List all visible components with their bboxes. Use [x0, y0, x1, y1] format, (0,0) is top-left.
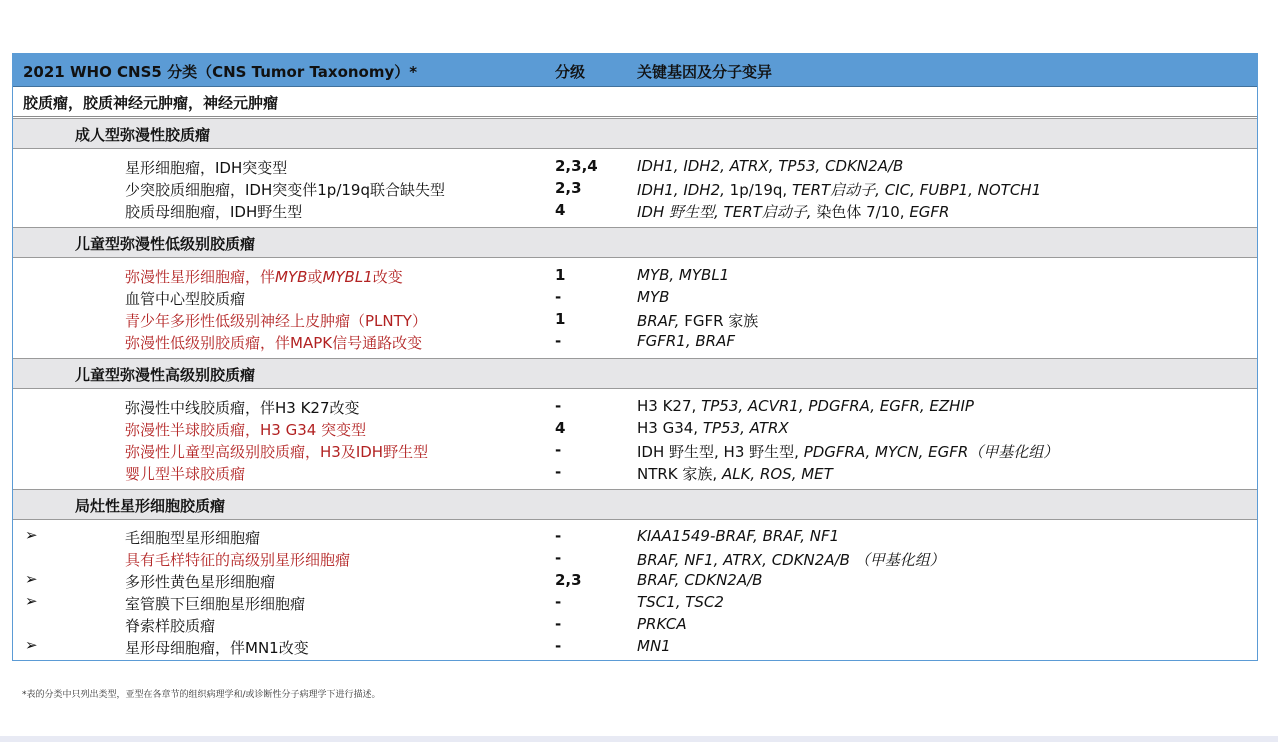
header-genes: 关键基因及分子变异: [637, 63, 773, 81]
grade: -: [555, 397, 562, 415]
tumor-name: 毛细胞型星形细胞瘤: [125, 529, 261, 547]
genes: MN1: [637, 637, 671, 655]
table-row: [13, 155, 1257, 177]
tumor-name: 弥漫性半球胶质瘤，H3 G34 突变型: [125, 421, 367, 439]
genes: TSC1, TSC2: [637, 593, 724, 611]
section-focal-title: 局灶性星形细胞胶质瘤: [75, 497, 226, 515]
tumor-name: 婴儿型半球胶质瘤: [125, 465, 246, 483]
tumor-name: 弥漫性星形细胞瘤，伴MYB或MYBL1改变: [125, 268, 403, 286]
table-row: [13, 439, 1257, 461]
table-row: [13, 613, 1257, 635]
section-peds-low-header: [13, 227, 1257, 258]
who-cns5-table: [12, 53, 1258, 661]
header-grade: 分级: [555, 63, 586, 81]
tumor-name: 星形细胞瘤，IDH突变型: [125, 159, 288, 177]
grade: -: [555, 463, 562, 481]
table-header: [13, 54, 1257, 87]
table-row: [13, 591, 1257, 613]
grade: -: [555, 615, 562, 633]
genes: MYB, MYBL1: [637, 266, 730, 284]
tumor-name: 胶质母细胞瘤，IDH野生型: [125, 203, 303, 221]
table-row: [13, 525, 1257, 547]
genes: IDH 野生型, H3 野生型, PDGFRA, MYCN, EGFR（甲基化组）: [637, 443, 1059, 461]
section-adult-header: [13, 118, 1257, 149]
genes: BRAF, NF1, ATRX, CDKN2A/B （甲基化组）: [637, 551, 945, 569]
grade: -: [555, 288, 562, 306]
tumor-name: 青少年多形性低级别神经上皮肿瘤（PLNTY）: [125, 312, 427, 330]
grade: 2,3: [555, 571, 582, 589]
table-row: [13, 330, 1257, 352]
genes: H3 G34, TP53, ATRX: [637, 419, 789, 437]
table-row: [13, 461, 1257, 483]
tumor-name: 少突胶质细胞瘤，IDH突变伴1p/19q联合缺失型: [125, 181, 445, 199]
grade: -: [555, 593, 562, 611]
table-row: [13, 417, 1257, 439]
genes: BRAF, CDKN2A/B: [637, 571, 763, 589]
table-row: [13, 635, 1257, 657]
table-row: [13, 308, 1257, 330]
section-peds-low-title: 儿童型弥漫性低级别胶质瘤: [75, 235, 256, 253]
genes: IDH 野生型, TERT启动子, 染色体 7/10, EGFR: [637, 203, 950, 221]
bottom-band: [0, 736, 1278, 742]
grade: 4: [555, 419, 566, 437]
genes: H3 K27, TP53, ACVR1, PDGFRA, EGFR, EZHIP: [637, 397, 974, 415]
top-category-row: [13, 87, 1257, 117]
grade: -: [555, 441, 562, 459]
tumor-name: 多形性黄色星形细胞瘤: [125, 573, 276, 591]
genes: NTRK 家族, ALK, ROS, MET: [637, 465, 833, 483]
section-peds-high-title: 儿童型弥漫性高级别胶质瘤: [75, 366, 256, 384]
genes: IDH1, IDH2, 1p/19q, TERT启动子, CIC, FUBP1, NOTCH1: [637, 181, 1042, 199]
grade: 4: [555, 201, 566, 219]
genes: IDH1, IDH2, ATRX, TP53, CDKN2A/B: [637, 157, 904, 175]
grade: 1: [555, 310, 566, 328]
tumor-name: 弥漫性中线胶质瘤，伴H3 K27改变: [125, 399, 360, 417]
genes: MYB: [637, 288, 670, 306]
grade: -: [555, 637, 562, 655]
table-row: [13, 177, 1257, 199]
section-peds-high-header: [13, 358, 1257, 389]
tumor-name: 具有毛样特征的高级别星形细胞瘤: [125, 551, 351, 569]
table-row: [13, 569, 1257, 591]
tumor-name: 室管膜下巨细胞星形细胞瘤: [125, 595, 306, 613]
table-row: [13, 547, 1257, 569]
header-taxonomy: 2021 WHO CNS5 分类（CNS Tumor Taxonomy）*: [23, 63, 418, 81]
arrow-bullet-icon: ➢: [25, 592, 38, 610]
arrow-bullet-icon: ➢: [25, 570, 38, 588]
top-category-label: 胶质瘤，胶质神经元肿瘤，神经元肿瘤: [23, 94, 279, 112]
grade: -: [555, 527, 562, 545]
arrow-bullet-icon: ➢: [25, 636, 38, 654]
tumor-name: 脊索样胶质瘤: [125, 617, 216, 635]
tumor-name: 血管中心型胶质瘤: [125, 290, 246, 308]
table-row: [13, 264, 1257, 286]
genes: BRAF, FGFR 家族: [637, 312, 759, 330]
genes: PRKCA: [637, 615, 687, 633]
tumor-name: 弥漫性低级别胶质瘤，伴MAPK信号通路改变: [125, 334, 423, 352]
grade: -: [555, 332, 562, 350]
section-focal-header: [13, 489, 1257, 520]
grade: 2,3,4: [555, 157, 598, 175]
genes: KIAA1549-BRAF, BRAF, NF1: [637, 527, 840, 545]
arrow-bullet-icon: ➢: [25, 526, 38, 544]
grade: -: [555, 549, 562, 567]
grade: 1: [555, 266, 566, 284]
section-adult-title: 成人型弥漫性胶质瘤: [75, 126, 211, 144]
footnote: *表的分类中只列出类型，亚型在各章节的组织病理学和/或诊断性分子病理学下进行描述。: [22, 690, 381, 700]
table-row: [13, 395, 1257, 417]
genes: FGFR1, BRAF: [637, 332, 735, 350]
table-row: [13, 286, 1257, 308]
table-row: [13, 199, 1257, 221]
grade: 2,3: [555, 179, 582, 197]
tumor-name: 星形母细胞瘤，伴MN1改变: [125, 639, 309, 657]
tumor-name: 弥漫性儿童型高级别胶质瘤，H3及IDH野生型: [125, 443, 429, 461]
